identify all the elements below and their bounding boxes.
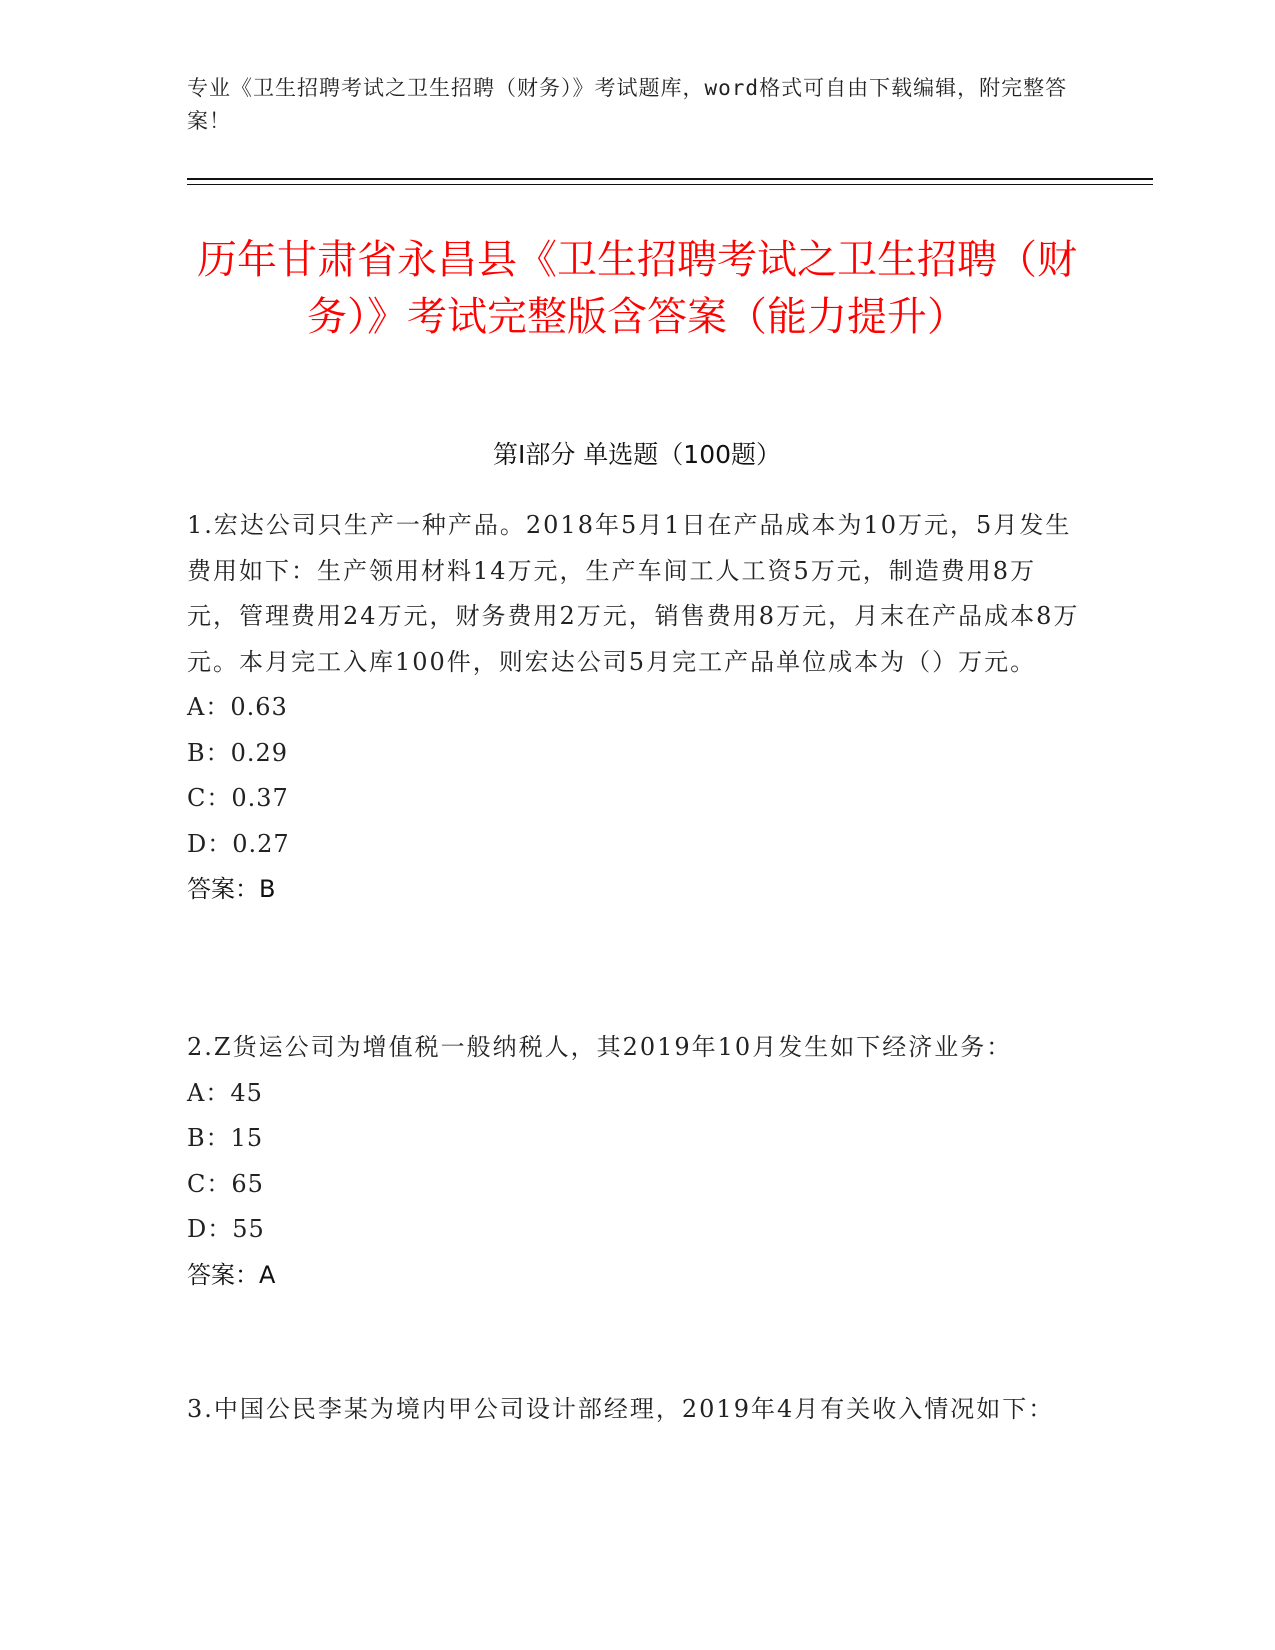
question-stem: 3.中国公民李某为境内甲公司设计部经理，2019年4月有关收入情况如下： [187, 1395, 1055, 1423]
question-stem: 1.宏达公司只生产一种产品。2018年5月1日在产品成本为10万元，5月发生费用如下：生产领用材料14万元，生产车间工人工资5万元，制造费用8万元，管理费用24万元，财务费用2万元，销售费用8万元，月末在产品成本8万元。本月完工入库100件，则宏达公司5月完工产品单位成本为（）万元。 [187, 511, 1080, 676]
option-b: B：0.29 [187, 738, 289, 767]
document-title: 历年甘肃省永昌县《卫生招聘考试之卫生招聘（财务）》考试完整版含答案（能力提升） [197, 237, 1077, 340]
question-3 [187, 1387, 1087, 1433]
option-d: D：0.27 [187, 829, 290, 858]
question-2 [187, 1025, 1087, 1298]
option-a: A：45 [187, 1078, 263, 1107]
question-stem: 2.Z货运公司为增值税一般纳税人，其2019年10月发生如下经济业务： [187, 1033, 1013, 1061]
question-1 [187, 503, 1087, 913]
answer: 答案：A [187, 1260, 276, 1289]
answer: 答案：B [187, 875, 276, 903]
section-heading: 第I部分 单选题（100题） [492, 440, 782, 469]
option-d: D：55 [187, 1215, 265, 1243]
header-note: 专业《卫生招聘考试之卫生招聘（财务）》考试题库，word格式可自由下载编辑，附完整答案！ [187, 76, 1068, 133]
option-c: C：0.37 [187, 784, 289, 812]
header-divider-thin [187, 184, 1153, 185]
option-c: C：65 [187, 1169, 264, 1198]
option-b: B：15 [187, 1124, 264, 1152]
option-a: A：0.63 [187, 693, 288, 721]
header-divider-thick [187, 178, 1153, 180]
